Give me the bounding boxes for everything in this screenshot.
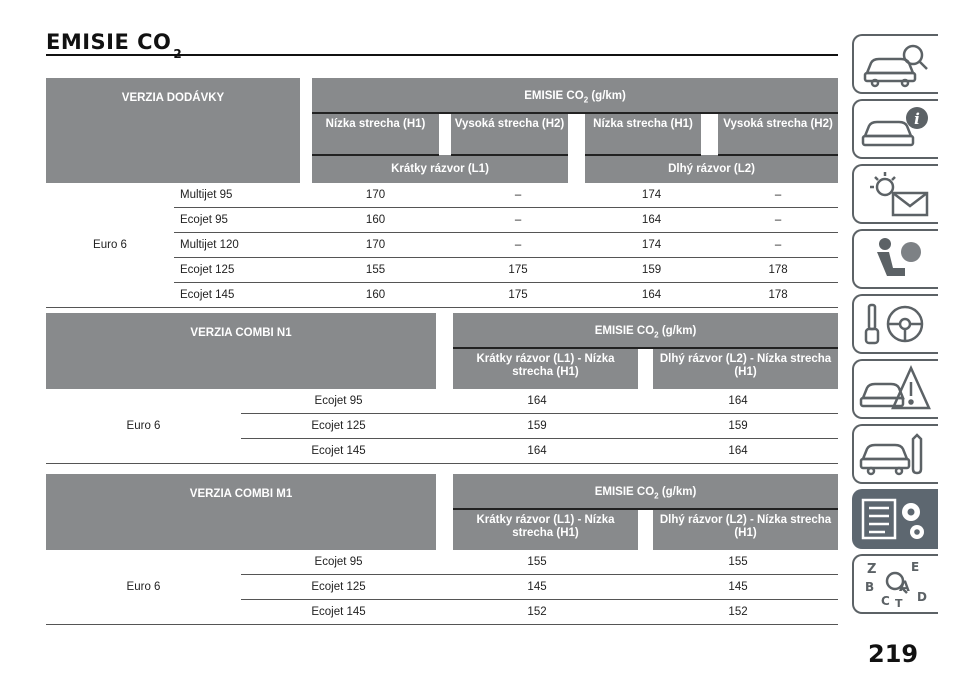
value-cell: 164 — [585, 283, 718, 308]
value-cell: 155 — [300, 258, 451, 283]
warning-light-icon — [859, 169, 933, 219]
car-wrench-icon — [859, 429, 933, 479]
engine-cell: Ecojet 95 — [174, 208, 300, 233]
value-cell: 159 — [638, 414, 838, 439]
svg-text:E: E — [911, 560, 920, 574]
car-search-icon — [859, 39, 933, 89]
value-cell: – — [451, 233, 585, 258]
value-cell: 164 — [638, 439, 838, 464]
chapter-sidebar — [852, 34, 938, 619]
car-info-icon — [859, 104, 933, 154]
sidebar-tab-car-search[interactable] — [852, 34, 938, 94]
engine-cell: Ecojet 95 — [241, 550, 436, 575]
svg-text:T: T — [895, 597, 903, 609]
value-cell: 174 — [585, 233, 718, 258]
value-cell: – — [718, 208, 838, 233]
value-cell: – — [451, 208, 585, 233]
sidebar-tab-car-wrench[interactable] — [852, 424, 938, 484]
alphabet-search-icon — [859, 559, 933, 609]
value-cell: 175 — [451, 283, 585, 308]
engine-cell: Multijet 120 — [174, 233, 300, 258]
value-cell: 145 — [638, 575, 838, 600]
svg-text:C: C — [881, 594, 890, 608]
value-cell: 159 — [585, 258, 718, 283]
engine-cell: Ecojet 125 — [241, 414, 436, 439]
page-number: 219 — [868, 640, 919, 668]
variant-label: Krátky rázvor (L1) - Nízka strecha (H1) — [453, 348, 638, 389]
value-cell: 170 — [300, 183, 451, 208]
sidebar-tab-seat-airbag[interactable] — [852, 229, 938, 289]
value-cell: 174 — [585, 183, 718, 208]
sidebar-tab-key-steering[interactable] — [852, 294, 938, 354]
sidebar-tab-specs[interactable] — [852, 489, 938, 549]
col-header-version: VERZIA COMBI N1 — [46, 313, 436, 389]
svg-text:B: B — [865, 580, 875, 594]
key-steering-icon — [859, 299, 933, 349]
engine-cell: Ecojet 145 — [174, 283, 300, 308]
emissions-table-combi-n1 — [46, 313, 838, 464]
value-cell: 164 — [638, 389, 838, 414]
sidebar-tab-alphabet-index[interactable] — [852, 554, 938, 614]
variant-label: Dlhý rázvor (L2) - Nízka strecha (H1) — [653, 348, 838, 389]
sidebar-tab-car-hazard[interactable] — [852, 359, 938, 419]
value-cell: 178 — [718, 258, 838, 283]
value-cell: 160 — [300, 208, 451, 233]
value-cell: 145 — [436, 575, 638, 600]
value-cell: 155 — [638, 550, 838, 575]
engine-cell: Ecojet 145 — [241, 600, 436, 625]
col-header-emissions: EMISIE $CO_2$ (g/km) — [453, 313, 838, 348]
variant-label: Krátky rázvor (L1) - Nízka strecha (H1) — [453, 509, 638, 550]
group-label: Euro 6 — [46, 550, 241, 625]
col-header-version: VERZIA DODÁVKY — [46, 78, 300, 183]
value-cell: 159 — [436, 414, 638, 439]
table-row — [46, 183, 838, 208]
value-cell: 175 — [451, 258, 585, 283]
svg-text:D: D — [917, 590, 927, 604]
roof-label: Nízka strecha (H1) — [585, 113, 701, 155]
value-cell: 152 — [638, 600, 838, 625]
value-cell: 164 — [436, 439, 638, 464]
value-cell: 178 — [718, 283, 838, 308]
value-cell: 152 — [436, 600, 638, 625]
col-header-version: VERZIA COMBI M1 — [46, 474, 436, 550]
value-cell: 164 — [585, 208, 718, 233]
roof-label: Vysoká strecha (H2) — [451, 113, 568, 155]
group-label: Euro 6 — [46, 389, 241, 464]
svg-text:Z: Z — [867, 562, 877, 577]
value-cell: – — [451, 183, 585, 208]
svg-text:i: i — [914, 110, 920, 128]
seat-airbag-icon — [859, 234, 933, 284]
engine-cell: Ecojet 125 — [174, 258, 300, 283]
engine-cell: Multijet 95 — [174, 183, 300, 208]
car-hazard-icon — [859, 364, 933, 414]
engine-cell: Ecojet 125 — [241, 575, 436, 600]
value-cell: 155 — [436, 550, 638, 575]
variant-label: Dlhý rázvor (L2) - Nízka strecha (H1) — [653, 509, 838, 550]
engine-cell: Ecojet 95 — [241, 389, 436, 414]
sidebar-tab-warning-light[interactable] — [852, 164, 938, 224]
specs-gear-icon — [859, 494, 933, 544]
value-cell: – — [718, 183, 838, 208]
table-row — [46, 389, 838, 414]
value-cell: 160 — [300, 283, 451, 308]
col-header-emissions: EMISIE $CO_2$ (g/km) — [453, 474, 838, 509]
emissions-table-combi-m1 — [46, 474, 838, 625]
table-row — [46, 550, 838, 575]
col-header-emissions: EMISIE $CO_2$ (g/km) — [312, 78, 838, 113]
wheelbase-label: Krátky rázvor (L1) — [312, 155, 568, 183]
group-label: Euro 6 — [46, 183, 174, 308]
value-cell: 164 — [436, 389, 638, 414]
wheelbase-label: Dlhý rázvor (L2) — [585, 155, 838, 183]
engine-cell: Ecojet 145 — [241, 439, 436, 464]
roof-label: Nízka strecha (H1) — [312, 113, 439, 155]
page-title: EMISIE CO — [46, 30, 172, 54]
value-cell: – — [718, 233, 838, 258]
title-rule — [46, 54, 838, 56]
value-cell: 170 — [300, 233, 451, 258]
svg-text:A: A — [899, 579, 910, 595]
sidebar-tab-car-info[interactable] — [852, 99, 938, 159]
roof-label: Vysoká strecha (H2) — [718, 113, 838, 155]
emissions-table-van — [46, 78, 838, 308]
